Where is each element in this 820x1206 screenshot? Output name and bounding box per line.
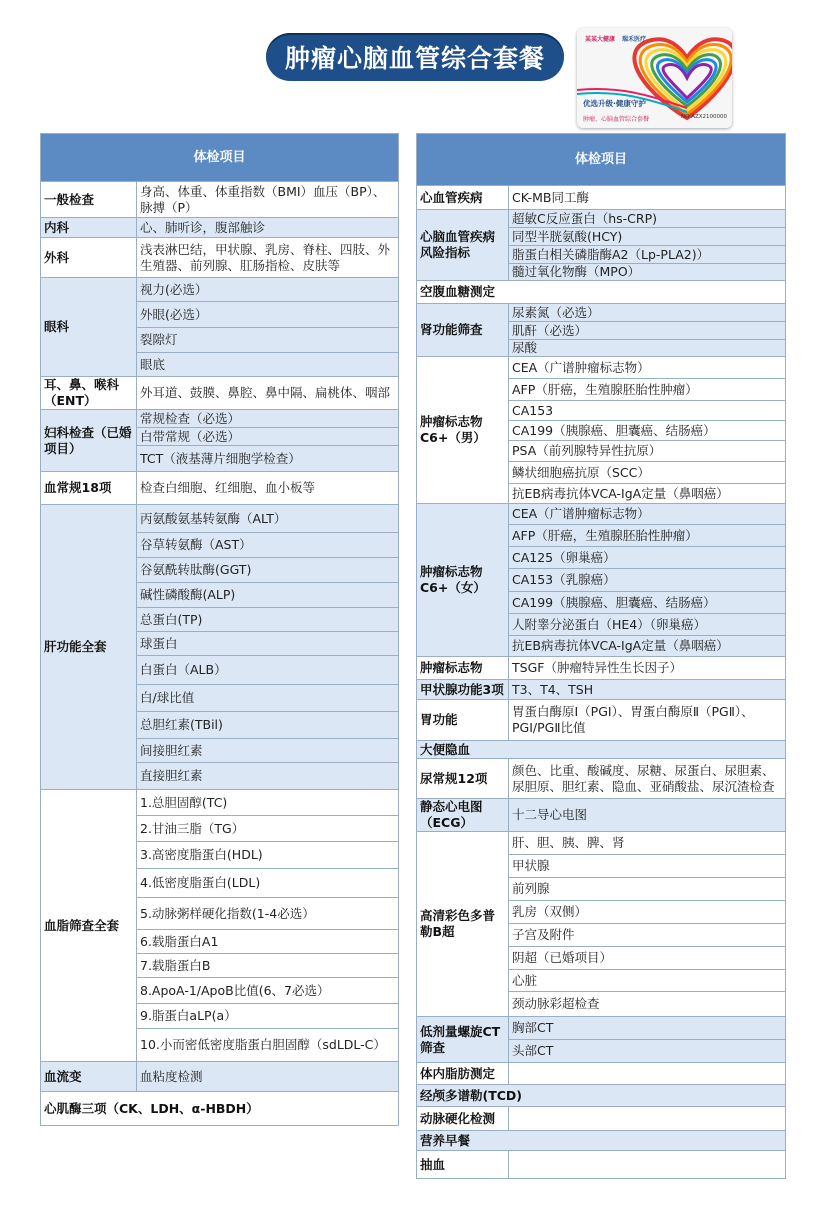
exam-item: AFP（肝癌，生殖腺胚胎性肿瘤） <box>509 525 786 547</box>
exam-item: TSGF（肿瘤特异性生长因子） <box>509 657 786 680</box>
category-label: 肝功能全套 <box>41 505 137 790</box>
category-label: 血脂筛查全套 <box>41 790 137 1062</box>
title-banner <box>266 33 564 81</box>
card-number: NO:AZX2100000 <box>681 114 727 120</box>
table-row <box>41 1092 399 1126</box>
heart-ribbon-icon <box>577 28 732 128</box>
exam-item: CA199（胰腺癌、胆囊癌、结肠癌） <box>509 592 786 614</box>
category-label: 经颅多谱勒(TCD) <box>417 1085 786 1107</box>
table-row <box>417 1131 786 1151</box>
table-row <box>41 377 399 410</box>
table-row <box>417 799 786 832</box>
exam-item: 谷草转氨酶（AST） <box>137 533 399 558</box>
exam-item: 肝、胆、胰、脾、肾 <box>509 832 786 855</box>
category-label: 肿瘤标志物C6+（男） <box>417 357 509 504</box>
table-header: 体检项目 <box>417 134 786 186</box>
table-row <box>41 1062 399 1092</box>
exam-item: 超敏C反应蛋白（hs-CRP) <box>509 210 786 228</box>
table-row <box>417 1063 786 1085</box>
exam-item: 前列腺 <box>509 878 786 901</box>
table-header: 体检项目 <box>41 134 399 182</box>
exam-item: CA199（胰腺癌、胆囊癌、结肠癌） <box>509 421 786 441</box>
exam-item: 髓过氧化物酶（MPO） <box>509 264 786 281</box>
table-row <box>417 304 786 322</box>
exam-item: 颈动脉彩超检查 <box>509 992 786 1017</box>
table-row <box>41 505 399 533</box>
exam-item: 阴超（已婚项目） <box>509 947 786 970</box>
category-label: 肿瘤标志物C6+（女） <box>417 504 509 657</box>
exam-item: 碱性磷酸酶(ALP) <box>137 583 399 608</box>
exam-item <box>509 1107 786 1131</box>
exam-item: 白蛋白（ALB） <box>137 656 399 685</box>
exam-item: 裂隙灯 <box>137 328 399 353</box>
category-label: 心血管疾病 <box>417 186 509 210</box>
exam-item: 胃蛋白酶原Ⅰ（PGⅠ）、胃蛋白酶原Ⅱ（PGⅡ）、PGⅠ/PGⅡ比值 <box>509 700 786 741</box>
table-row <box>417 1017 786 1040</box>
table-row <box>41 182 399 218</box>
exam-item: 头部CT <box>509 1040 786 1063</box>
category-label: 眼科 <box>41 278 137 377</box>
category-label: 血流变 <box>41 1062 137 1092</box>
category-label: 肾功能筛查 <box>417 304 509 357</box>
exam-item: 视力(必选） <box>137 278 399 302</box>
left-exam-table <box>40 133 399 1126</box>
category-label: 空腹血糖测定 <box>417 281 786 304</box>
table-row <box>417 741 786 759</box>
exam-item: AFP（肝癌，生殖腺胚胎性肿瘤） <box>509 379 786 401</box>
table-row <box>41 278 399 302</box>
table-row <box>417 657 786 680</box>
exam-item: 常规检查（必选） <box>137 410 399 428</box>
exam-item: 抗EB病毒抗体VCA-IgA定量（鼻咽癌） <box>509 636 786 657</box>
exam-item: CK-MB同工酶 <box>509 186 786 210</box>
exam-item: 外眼(必选） <box>137 302 399 328</box>
table-row <box>41 410 399 428</box>
category-label: 耳、鼻、喉科（ENT） <box>41 377 137 410</box>
exam-item: 总胆红素(TBil) <box>137 712 399 739</box>
exam-item: 10.小而密低密度脂蛋白胆固醇（sdLDL-C） <box>137 1029 399 1062</box>
table-row <box>41 238 399 278</box>
exam-item: 甲状腺 <box>509 855 786 878</box>
exam-item: 子宫及附件 <box>509 924 786 947</box>
category-label: 营养早餐 <box>417 1131 786 1151</box>
exam-item: 颜色、比重、酸碱度、尿糖、尿蛋白、尿胆素、尿胆原、胆红素、隐血、亚硝酸盐、尿沉渣检查 <box>509 759 786 799</box>
exam-item: 检查白细胞、红细胞、血小板等 <box>137 472 399 505</box>
card-brand-left: 某某大健康 <box>585 36 616 43</box>
category-label: 一般检查 <box>41 182 137 218</box>
exam-item: 1.总胆固醇(TC) <box>137 790 399 816</box>
table-row <box>417 1151 786 1179</box>
exam-item: CA125（卵巢癌） <box>509 547 786 569</box>
category-label: 抽血 <box>417 1151 509 1179</box>
exam-item: TCT（液基薄片细胞学检查） <box>137 446 399 472</box>
exam-item: 心脏 <box>509 970 786 992</box>
exam-item: 总蛋白(TP) <box>137 608 399 632</box>
category-label: 胃功能 <box>417 700 509 741</box>
right-exam-table <box>416 133 786 1179</box>
category-label: 静态心电图（ECG） <box>417 799 509 832</box>
table-row <box>417 1107 786 1131</box>
exam-item: 外耳道、鼓膜、鼻腔、鼻中隔、扁桃体、咽部 <box>137 377 399 410</box>
exam-item: 5.动脉粥样硬化指数(1-4必选） <box>137 898 399 930</box>
card-slogan: 优选升级·健康守护 <box>583 99 646 108</box>
exam-item: 白带常规（必选） <box>137 428 399 446</box>
exam-item: 十二导心电图 <box>509 799 786 832</box>
table-row <box>417 680 786 700</box>
exam-item: PSA（前列腺特异性抗原） <box>509 441 786 462</box>
exam-item: 肌酐（必选） <box>509 322 786 340</box>
membership-card-image <box>577 28 732 128</box>
table-row <box>417 357 786 379</box>
exam-item: 人附睾分泌蛋白（HE4）（卵巢癌） <box>509 614 786 636</box>
exam-item: T3、T4、TSH <box>509 680 786 700</box>
exam-item <box>509 1063 786 1085</box>
exam-item: CA153 <box>509 401 786 421</box>
exam-item: 球蛋白 <box>137 632 399 656</box>
page-title: 肿瘤心脑血管综合套餐 <box>284 44 545 73</box>
exam-item: 浅表淋巴结，甲状腺、乳房、脊柱、四肢、外生殖器、前列腺、肛肠指检、皮肤等 <box>137 238 399 278</box>
exam-item: 血粘度检测 <box>137 1062 399 1092</box>
exam-item: 心、肺听诊，腹部触诊 <box>137 218 399 238</box>
category-label: 内科 <box>41 218 137 238</box>
table-row <box>417 186 786 210</box>
exam-item: 2.甘油三脂（TG） <box>137 816 399 842</box>
table-row <box>417 759 786 799</box>
exam-item: 鳞状细胞癌抗原（SCC） <box>509 462 786 484</box>
exam-item <box>509 1151 786 1179</box>
category-label: 尿常规12项 <box>417 759 509 799</box>
exam-item: 同型半胱氨酸(HCY) <box>509 228 786 246</box>
category-label: 心脑血管疾病风险指标 <box>417 210 509 281</box>
exam-item: 身高、体重、体重指数（BMI）血压（BP）、脉搏（P） <box>137 182 399 218</box>
table-row <box>417 1085 786 1107</box>
category-label: 低剂量螺旋CT筛查 <box>417 1017 509 1063</box>
category-label: 血常规18项 <box>41 472 137 505</box>
category-label: 高清彩色多普勒B超 <box>417 832 509 1017</box>
exam-item: 乳房（双侧） <box>509 901 786 924</box>
exam-item: 眼底 <box>137 353 399 377</box>
exam-item: 间接胆红素 <box>137 739 399 763</box>
exam-item: CEA（广谱肿瘤标志物） <box>509 357 786 379</box>
card-brand-right: 瑞禾医疗 <box>622 36 647 43</box>
table-row <box>417 504 786 525</box>
exam-item: 6.载脂蛋白A1 <box>137 930 399 954</box>
exam-item: 胸部CT <box>509 1017 786 1040</box>
category-label: 体内脂肪测定 <box>417 1063 509 1085</box>
exam-item: CEA（广谱肿瘤标志物） <box>509 504 786 525</box>
exam-item: CA153（乳腺癌） <box>509 569 786 592</box>
exam-item: 9.脂蛋白aLP(a） <box>137 1004 399 1029</box>
table-row <box>417 832 786 855</box>
table-row <box>417 700 786 741</box>
table-row <box>417 281 786 304</box>
exam-item: 谷氨酰转肽酶(GGT) <box>137 558 399 583</box>
exam-item: 8.ApoA-1/ApoB比值(6、7必选） <box>137 978 399 1004</box>
category-label: 肿瘤标志物 <box>417 657 509 680</box>
category-label: 外科 <box>41 238 137 278</box>
card-subtitle: 肿瘤、心脑血管综合套餐 <box>583 116 650 123</box>
exam-item: 白/球比值 <box>137 685 399 712</box>
exam-item: 尿素氮（必选） <box>509 304 786 322</box>
category-label: 动脉硬化检测 <box>417 1107 509 1131</box>
category-label: 甲状腺功能3项 <box>417 680 509 700</box>
exam-item: 3.高密度脂蛋白(HDL) <box>137 842 399 869</box>
category-label: 妇科检查（已婚项目） <box>41 410 137 472</box>
exam-item: 7.载脂蛋白B <box>137 954 399 978</box>
table-row <box>41 790 399 816</box>
category-label: 心肌酶三项（CK、LDH、α-HBDH） <box>41 1092 399 1126</box>
exam-item: 尿酸 <box>509 340 786 357</box>
exam-item: 脂蛋白相关磷脂酶A2（Lp-PLA2)） <box>509 246 786 264</box>
exam-item: 抗EB病毒抗体VCA-IgA定量（鼻咽癌） <box>509 484 786 504</box>
exam-item: 直接胆红素 <box>137 763 399 790</box>
exam-item: 4.低密度脂蛋白(LDL) <box>137 869 399 898</box>
category-label: 大便隐血 <box>417 741 786 759</box>
exam-item: 丙氨酸氨基转氨酶（ALT） <box>137 505 399 533</box>
table-row <box>417 210 786 228</box>
table-row <box>41 218 399 238</box>
table-row <box>41 472 399 505</box>
